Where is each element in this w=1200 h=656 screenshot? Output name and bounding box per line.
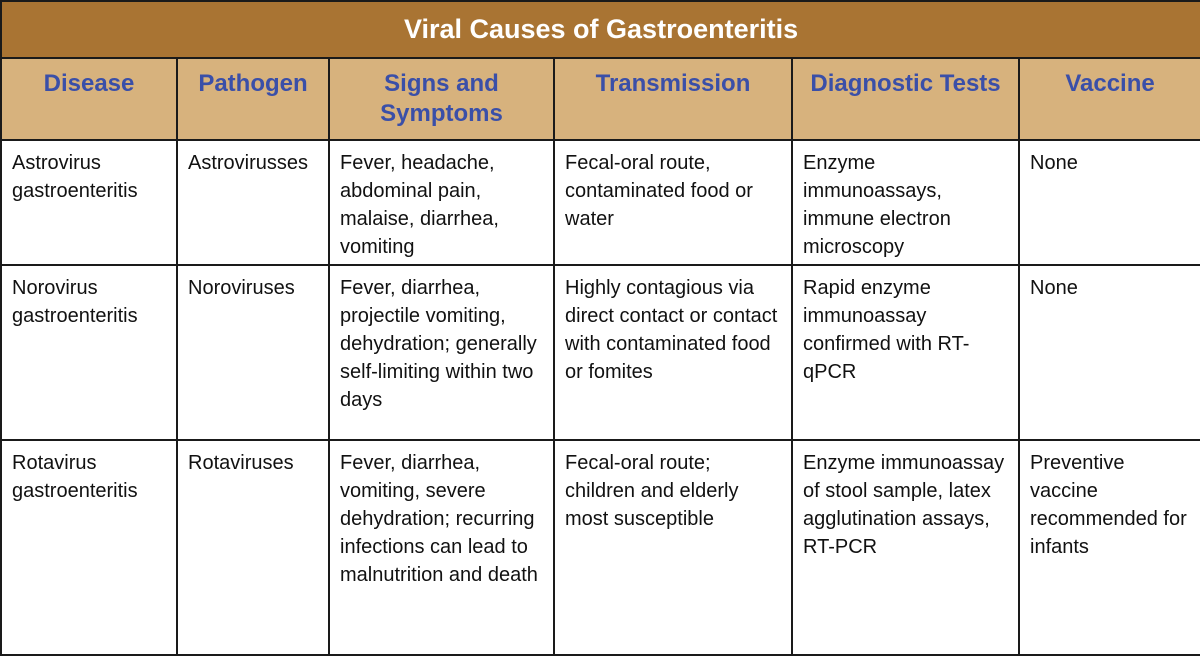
cell-transmission: Fecal-oral route; children and elderly most susceptible: [554, 440, 792, 655]
header-diagnostic-tests: Diagnostic Tests: [792, 58, 1019, 140]
header-transmission: Transmission: [554, 58, 792, 140]
table-title: Viral Causes of Gastroenteritis: [1, 1, 1200, 58]
cell-vaccine: Preventive vaccine recommended for infants: [1019, 440, 1200, 655]
cell-transmission: Highly contagious via direct contact or contact with contaminated food or fomites: [554, 265, 792, 440]
cell-transmission: Fecal-oral route, contaminated food or water: [554, 140, 792, 265]
table-row: [1, 140, 1200, 265]
cell-pathogen: Noroviruses: [177, 265, 329, 440]
header-signs-symptoms: Signs and Symptoms: [329, 58, 554, 140]
table-row: [1, 265, 1200, 440]
title-row: [1, 1, 1200, 58]
cell-diagnostic-tests: Enzyme immunoassays, immune electron microscopy: [792, 140, 1019, 265]
cell-signs-symptoms: Fever, diarrhea, vomiting, severe dehydration; recurring infections can lead to malnutrition and death: [329, 440, 554, 655]
cell-signs-symptoms: Fever, diarrhea, projectile vomiting, dehydration; generally self-limiting within two days: [329, 265, 554, 440]
table-row: [1, 440, 1200, 655]
cell-pathogen: Astrovirusses: [177, 140, 329, 265]
header-disease: Disease: [1, 58, 177, 140]
header-pathogen: Pathogen: [177, 58, 329, 140]
cell-disease: Norovirus gastroenteritis: [1, 265, 177, 440]
cell-pathogen: Rotaviruses: [177, 440, 329, 655]
cell-disease: Astrovirus gastroenteritis: [1, 140, 177, 265]
cell-signs-symptoms: Fever, headache, abdominal pain, malaise, diarrhea, vomiting: [329, 140, 554, 265]
cell-diagnostic-tests: Enzyme immunoassay of stool sample, latex agglutination assays, RT-PCR: [792, 440, 1019, 655]
header-vaccine: Vaccine: [1019, 58, 1200, 140]
cell-disease: Rotavirus gastroenteritis: [1, 440, 177, 655]
cell-vaccine: None: [1019, 265, 1200, 440]
cell-vaccine: None: [1019, 140, 1200, 265]
header-row: [1, 58, 1200, 140]
cell-diagnostic-tests: Rapid enzyme immunoassay confirmed with RT-qPCR: [792, 265, 1019, 440]
